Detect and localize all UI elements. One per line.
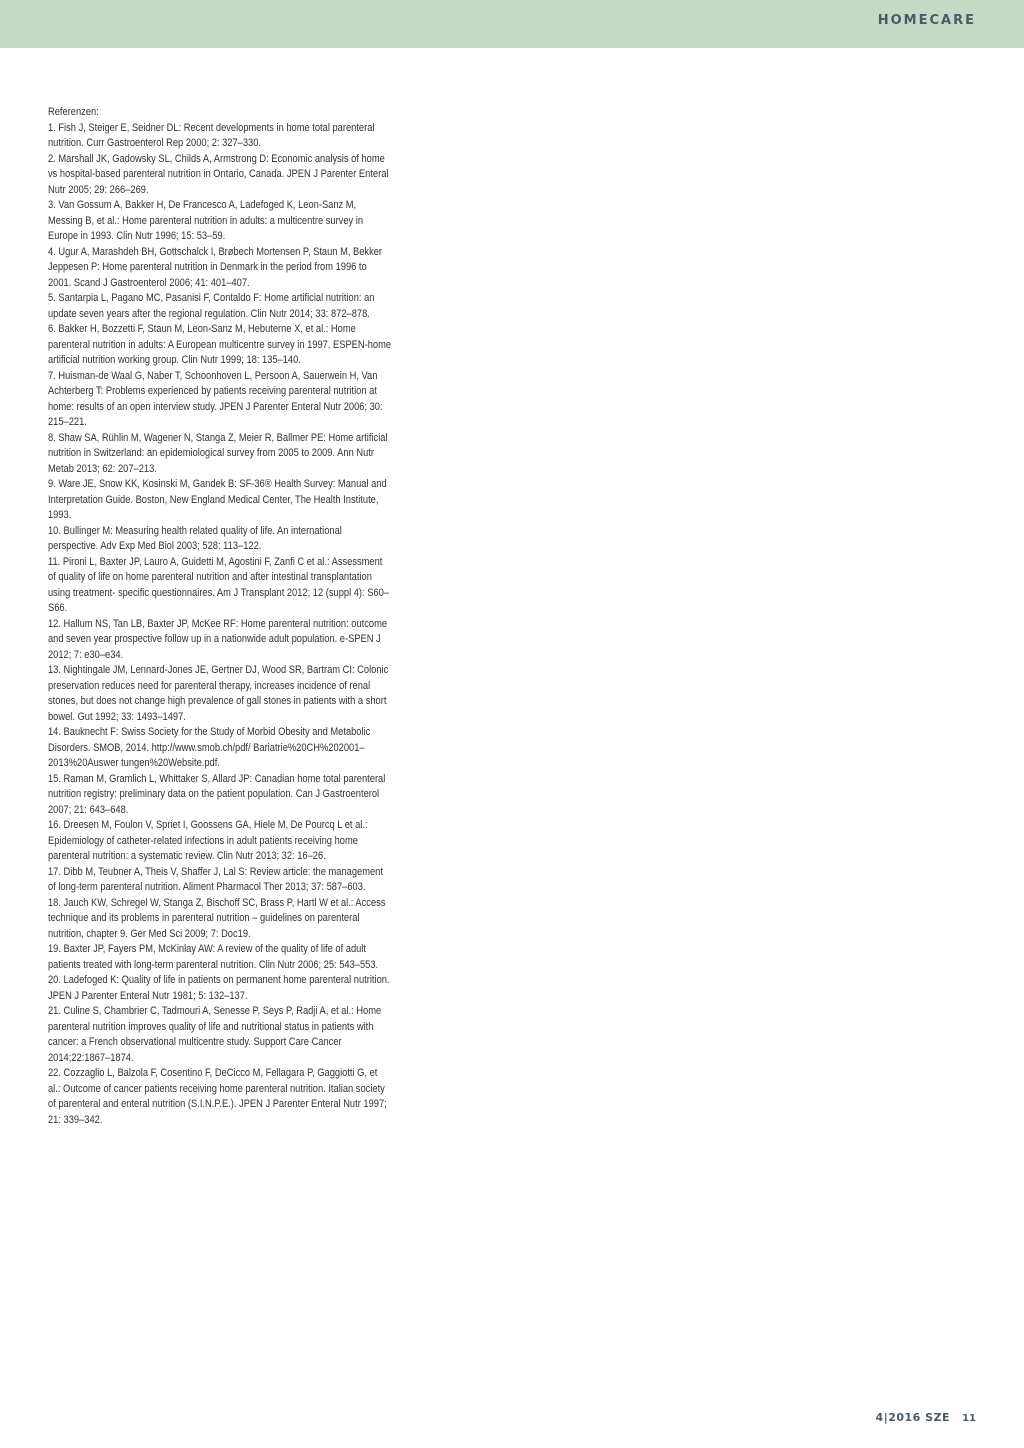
section-label: HOMECARE [877,13,976,28]
reference-item: 15. Raman M, Gramlich L, Whittaker S, Allard JP: Canadian home total parenteral nutrition registry: preliminary data on the patient population. Can J Gastroenterol 2007; 21: 643–648. [48,772,386,816]
reference-item: 11. Pironi L, Baxter JP, Lauro A, Guidetti M, Agostini F, Zanfi C et al.: Assessment of quality of life on home parenteral nutrition and after intestinal transplantation using treatment- specific questionnaires. Am J Transplant 2012; 12 (suppl 4): S60–S66. [48,555,389,614]
reference-item: 3. Van Gossum A, Bakker H, De Francesco A, Ladefoged K, Leon-Sanz M, Messing B, et al.: Home parenteral nutrition in adults: a multicentre survey in Europe in 1993. Clin Nutr 1996; 15: 53–59. [48,199,364,242]
reference-item: 14. Bauknecht F: Swiss Society for the Study of Morbid Obesity and Metabolic Disorders. SMOB, 2014. http://www.smob.ch/pdf/ Bariatrie%20CH%202001–2013%20Auswer tungen%20Website.pdf. [48,726,371,769]
reference-item: 10. Bullinger M: Measuring health related quality of life. An international perspective. Adv Exp Med Biol 2003; 528: 113–122. [48,524,342,552]
reference-item: 20. Ladefoged K: Quality of life in patients on permanent home parenteral nutrition. JPEN J Parenter Enteral Nutr 1981; 5: 132–137. [48,974,390,1002]
reference-item: 22. Cozzaglio L, Balzola F, Cosentino F, DeCicco M, Fellagara P, Gaggiotti G, et al.: Outcome of cancer patients receiving home parenteral nutrition. Italian society of parenteral and enteral nutrition (S.I.N.P.E.). JPEN J Parenter Enteral Nutr 1997; 21: 339–342. [48,1067,387,1126]
reference-item: 1. Fish J, Steiger E, Seidner DL: Recent developments in home total parenteral nutrition. Curr Gastroenterol Rep 2000; 2: 327–330. [48,121,375,149]
page-number: 11 [962,1413,976,1424]
reference-item: 19. Baxter JP, Fayers PM, McKinlay AW: A review of the quality of life of adult patients treated with long-term parenteral nutrition. Clin Nutr 2006; 25: 543–553. [48,943,379,971]
reference-item: 6. Bakker H, Bozzetti F, Staun M, Leon-Sanz M, Hebuterne X, et al.: Home parenteral nutrition in adults: A European multicentre survey in 1997. ESPEN-home artificial nutrition working group. Clin Nutr 1999; 18: 135–140. [48,323,392,366]
reference-item: 12. Hallum NS, Tan LB, Baxter JP, McKee RF: Home parenteral nutrition: outcome and seven year prospective follow up in a nationwide adult population. e-SPEN J 2012; 7: e30–e34. [48,617,388,661]
reference-item: 9. Ware JE, Snow KK, Kosinski M, Gandek B: SF-36® Health Survey: Manual and Interpretation Guide. Boston, New England Medical Center, The Health Institute, 1993. [48,478,387,521]
references-column [48,105,392,1128]
reference-item: 17. Dibb M, Teubner A, Theis V, Shaffer J, Lal S: Review article: the management of long-term parenteral nutrition. Aliment Pharmacol Ther 2013; 37: 587–603. [48,865,383,893]
page-footer [876,1411,976,1424]
reference-item: 8. Shaw SA, Rühlin M, Wagener N, Stanga Z, Meier R, Ballmer PE: Home artificial nutrition in Switzerland: an epidemiological survey from 2005 to 2009. Ann Nutr Metab 2013; 62: 207–213. [48,431,388,475]
reference-item: 16. Dreesen M, Foulon V, Spriet I, Goossens GA, Hiele M, De Pourcq L et al.: Epidemiology of catheter-related infections in adult patients receiving home parenteral nutrition: a systematic review. Clin Nutr 2013; 32: 16–26. [48,819,368,862]
header-band [0,0,1024,48]
reference-item: 18. Jauch KW, Schregel W, Stanga Z, Bischoff SC, Brass P, Hartl W et al.: Access technique and its problems in parenteral nutrition – guidelines on parenteral nutrition, chapter 9. Ger Med Sci 2009; 7: Doc19. [48,896,386,940]
issue-label: 4|2016 SZE [875,1411,951,1424]
reference-item: 5. Santarpia L, Pagano MC, Pasanisi F, Contaldo F: Home artificial nutrition: an update seven years after the regional regulation. Clin Nutr 2014; 33: 872–878. [48,292,375,320]
reference-item: 21. Culine S, Chambrier C, Tadmouri A, Senesse P, Seys P, Radji A, et al.: Home parenteral nutrition improves quality of life and nutritional status in patients with cancer: a French observational multicentre study. Support Care Cancer 2014;22:1867–1874. [48,1005,382,1064]
references-heading: Referenzen: [48,106,99,118]
reference-list [48,121,392,1129]
reference-item: 4. Ugur A, Marashdeh BH, Gottschalck I, Brøbech Mortensen P, Staun M, Bekker Jeppesen P: Home parenteral nutrition in Denmark in the period from 1996 to 2001. Scand J Gastroenterol 2006; 41: 401–407. [48,245,383,289]
reference-item: 7. Huisman-de Waal G, Naber T, Schoonhoven L, Persoon A, Sauerwein H, Van Achterberg T: Problems experienced by patients receiving parenteral nutrition at home: results of an open interview study. JPEN J Parenter Enteral Nutr 2006; 30: 215–221. [48,369,383,428]
reference-item: 13. Nightingale JM, Lennard-Jones JE, Gertner DJ, Wood SR, Bartram CI: Colonic preservation reduces need for parenteral therapy, increases incidence of renal stones, but does not change high prevalence of gall stones in patients with a short bowel. Gut 1992; 33: 1493–1497. [48,664,389,723]
reference-item: 2. Marshall JK, Gadowsky SL, Childs A, Armstrong D: Economic analysis of home vs hospital-based parenteral nutrition in Ontario, Canada. JPEN J Parenter Enteral Nutr 2005; 29: 266–269. [48,152,389,196]
